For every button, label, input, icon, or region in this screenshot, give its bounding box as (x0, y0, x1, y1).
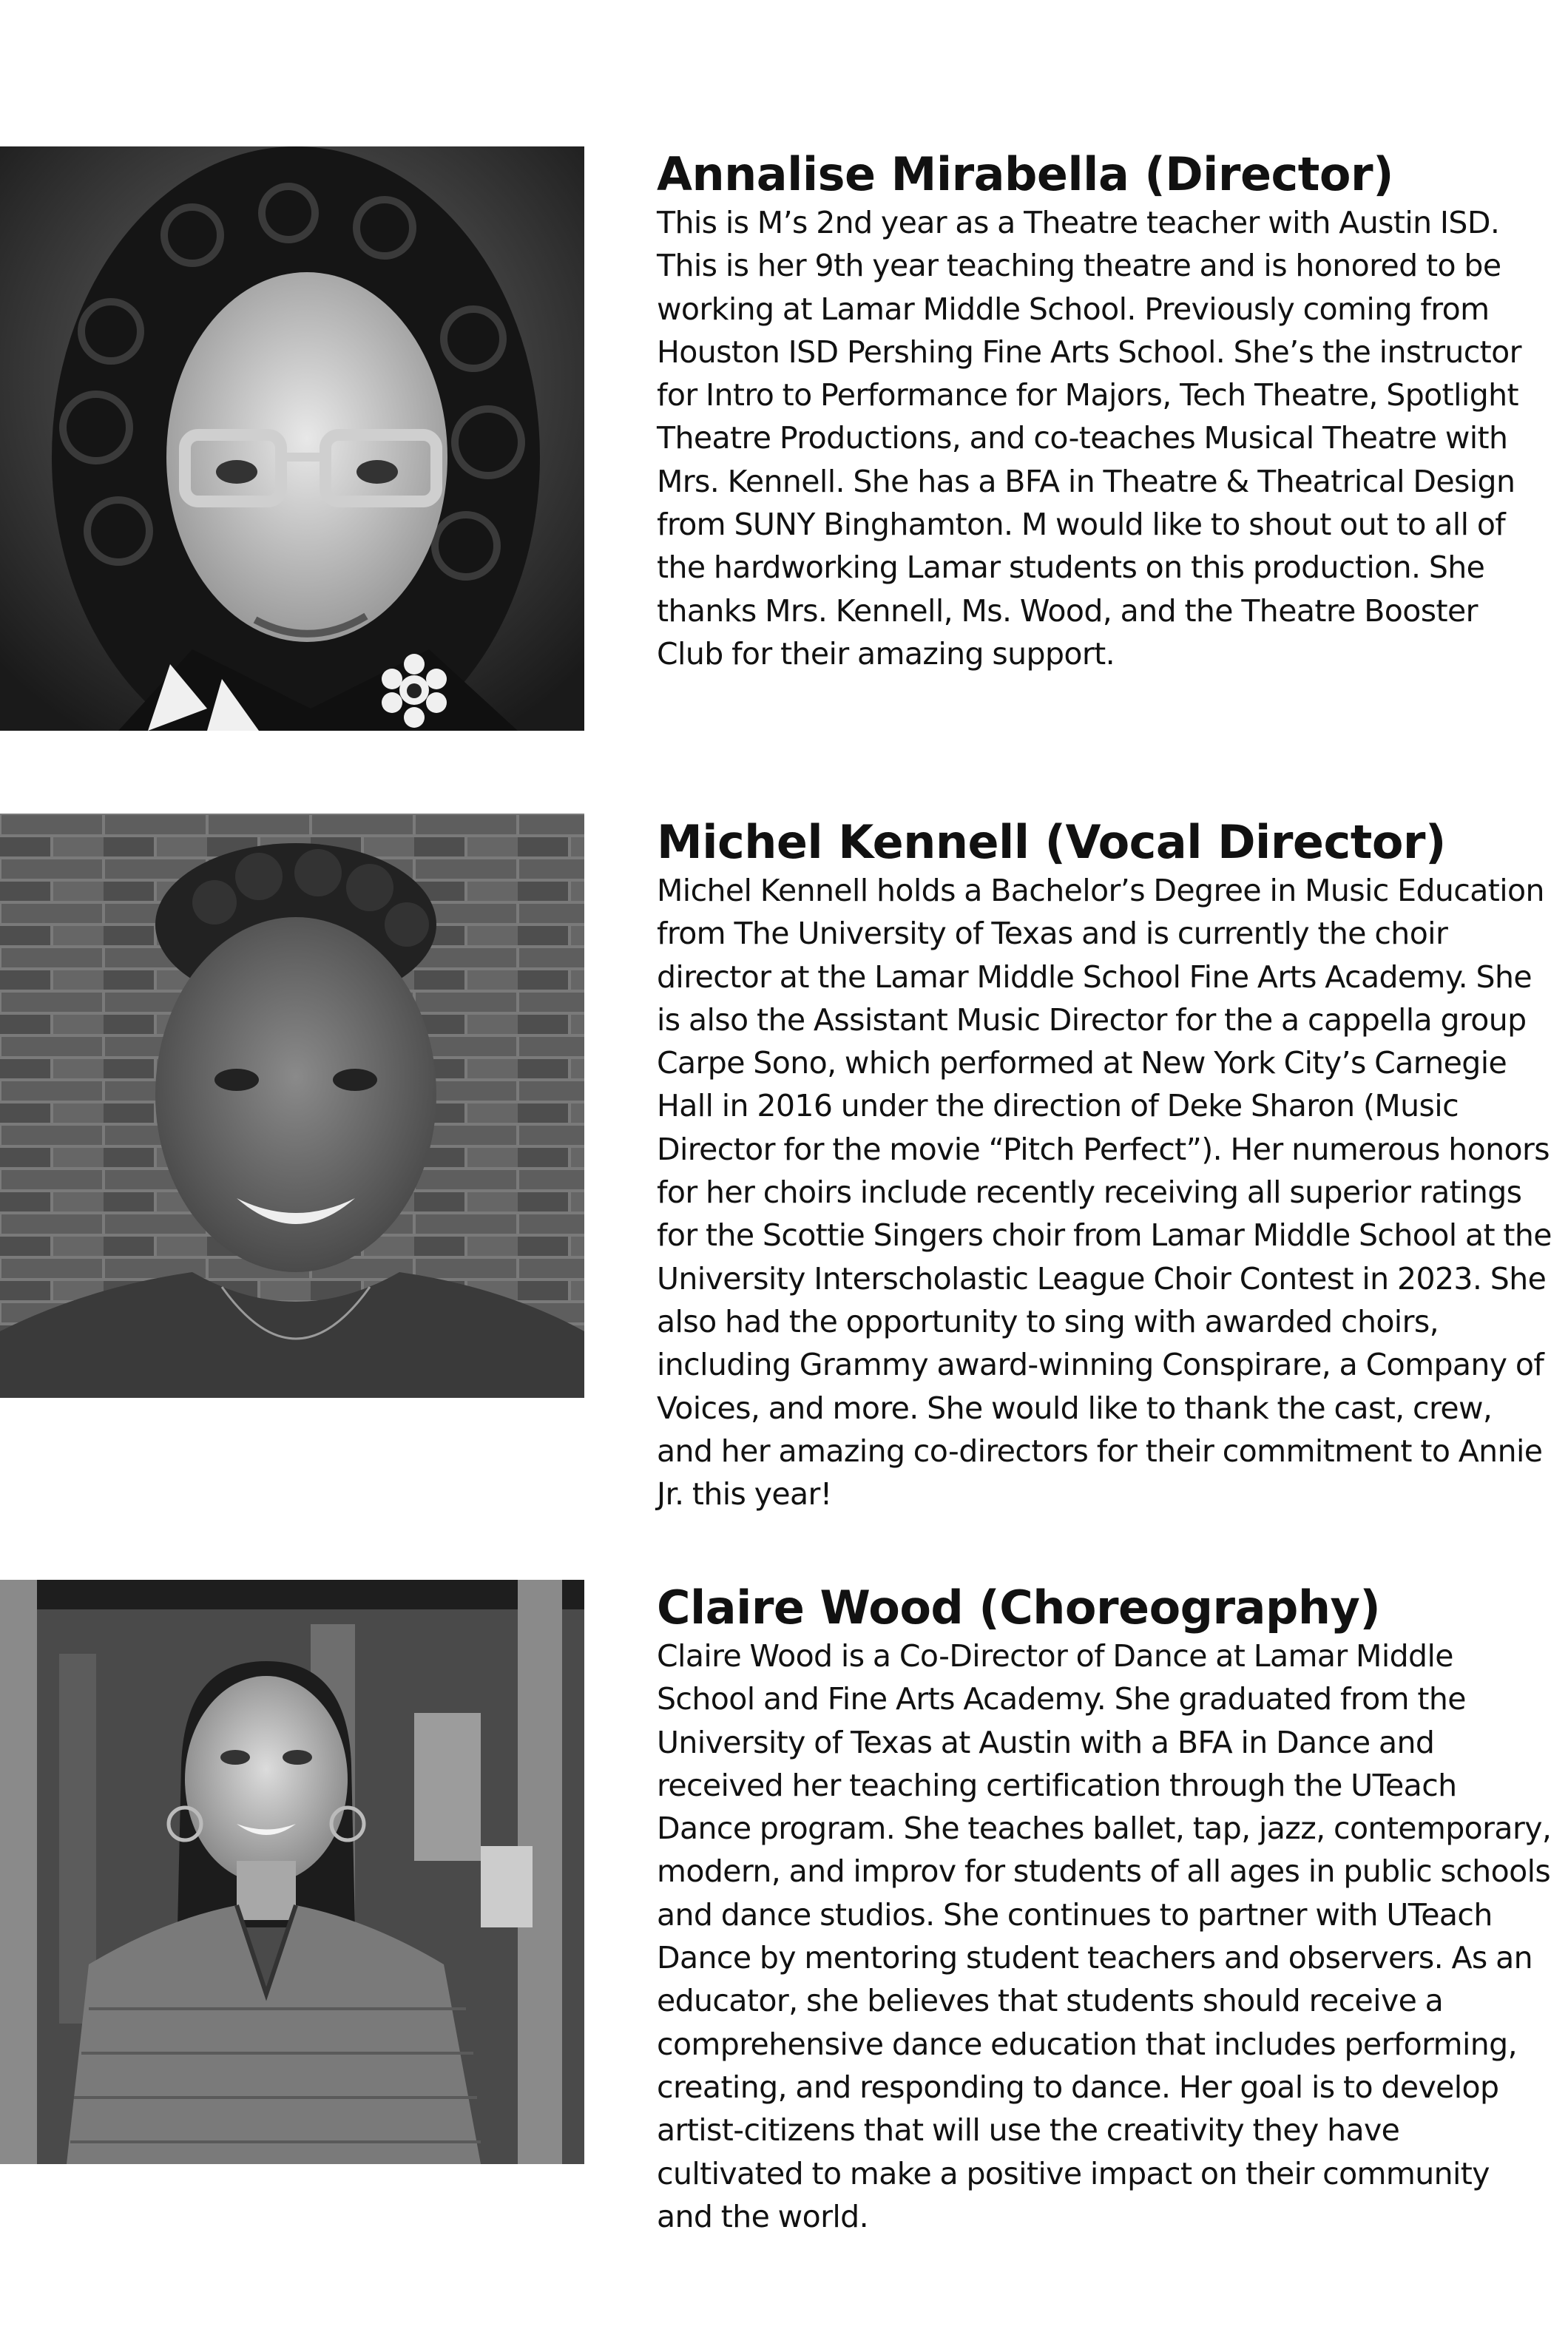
portrait-photo-annalise (0, 146, 584, 731)
bio-text-block (657, 1581, 1552, 2238)
bio-text-block (657, 148, 1552, 675)
bio-paragraph: Claire Wood is a Co-Director of Dance at Lamar Middle School and Fine Arts Academy. She graduated from the University of Texas at Austin with a BFA in Dance and received her teaching certification through the UTeach Dance program. She teaches ballet, tap, jazz, contemporary, modern, and improv for students of all ages in public schools and dance studios. She continues to partner with UTeach Dance by mentoring student teachers and observers. As an educator, she believes that students should receive a comprehensive dance education that includes performing, creating, and responding to dance. Her goal is to develop artist-citizens that will use the creativity they have cultivated to make a positive impact on their community and the world. (657, 1638, 1552, 2234)
portrait-photo (0, 814, 584, 1398)
person-name: Annalise Mirabella (Director) (657, 147, 1393, 201)
bio-text-block (657, 816, 1552, 1515)
portrait-photo (0, 1580, 584, 2164)
person-name: Claire Wood (Choreography) (657, 1581, 1381, 1635)
bio-paragraph: Michel Kennell holds a Bachelor’s Degree in Music Education from The University of Texas and is currently the choir director at the Lamar Middle School Fine Arts Academy. She is also the Assistant Music Director for the a cappella group Carpe Sono, which performed at New York City’s Carnegie Hall in 2016 under the direction of Deke Sharon (Music Director for the movie “Pitch Perfect”). Her numerous honors for her choirs include recently receiving all superior ratings for the Scottie Singers choir from Lamar Middle School at the University Interscholastic League Choir Contest in 2023. She also had the opportunity to sing with awarded choirs, including Grammy award-winning Conspirare, a Company of Voices, and more. She would like to thank the cast, crew, and her amazing co-directors for their commitment to Annie Jr. this year! (657, 873, 1552, 1513)
portrait-photo (0, 146, 584, 731)
bio-paragraph: This is M’s 2nd year as a Theatre teacher with Austin ISD. This is her 9th year teaching theatre and is honored to be working at Lamar Middle School. Previously coming from Houston ISD Pershing Fine Arts School. She’s the instructor for Intro to Performance for Majors, Tech Theatre, Spotlight Theatre Productions, and co-teaches Musical Theatre with Mrs. Kennell. She has a BFA in Theatre & Theatrical Design from SUNY Binghamton. M would like to shout out to all of the hardworking Lamar students on this production. She thanks Mrs. Kennell, Ms. Wood, and the Theatre Booster Club for their amazing support. (657, 205, 1521, 672)
person-name: Michel Kennell (Vocal Director) (657, 815, 1446, 869)
portrait-photo-michel (0, 814, 584, 1398)
portrait-photo-claire (0, 1580, 584, 2164)
